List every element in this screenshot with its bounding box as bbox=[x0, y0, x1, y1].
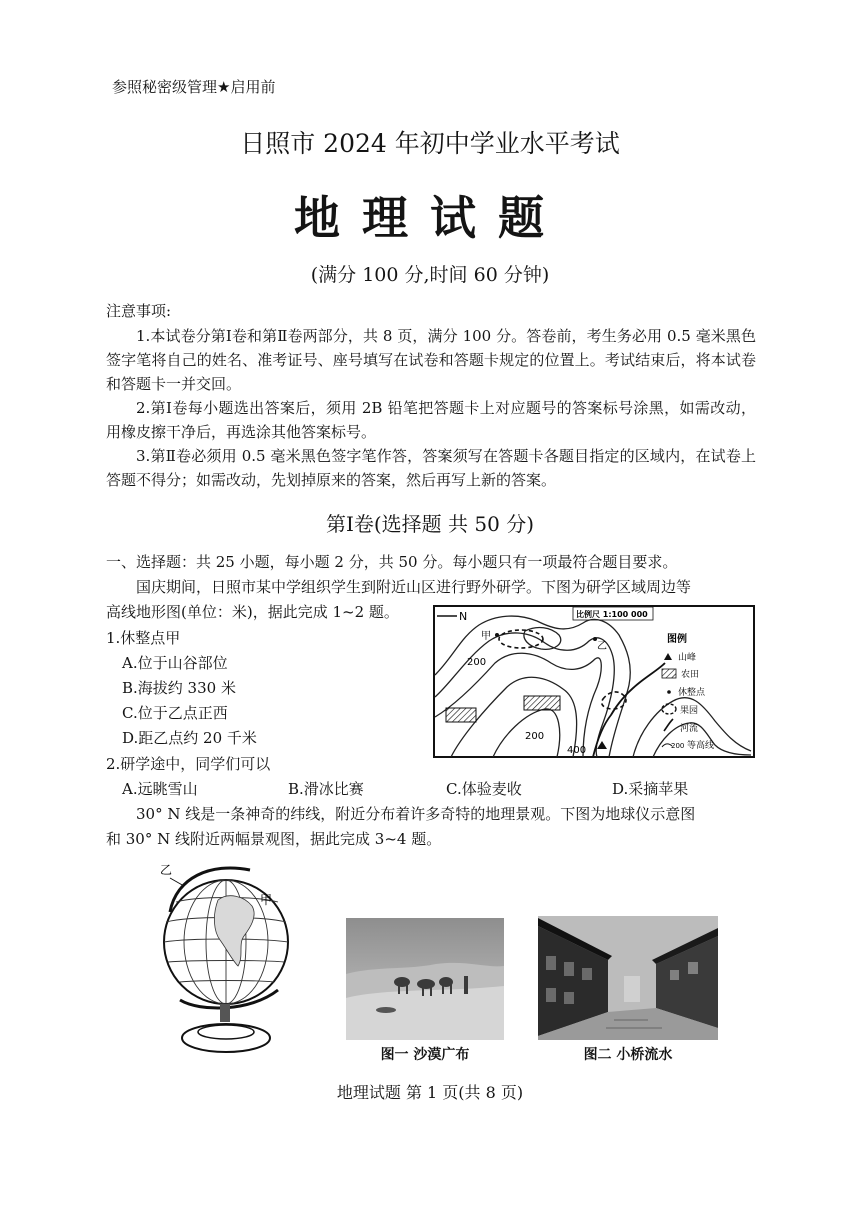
legend-rest-point: 休整点 bbox=[678, 688, 706, 698]
intro-2-line-1: 30° N 线是一条神奇的纬线，附近分布着许多奇特的地理景观。下图为地球仪示意图 bbox=[136, 805, 696, 823]
legend-rest-point-icon bbox=[667, 690, 671, 694]
intro-2-line-2: 和 30° N 线附近两幅景观图，据此完成 3~4 题。 bbox=[106, 830, 442, 848]
notice-item-2: 2.第Ⅰ卷每小题选出答案后，须用 2B 铅笔把答题卡上对应题号的答案标号涂黑，如需改动，用橡皮擦干净后，再选涂其他答案标号。 bbox=[106, 399, 756, 441]
figure-1-caption: 图一 沙漠广布 bbox=[380, 1047, 470, 1063]
legend-contour: 等高线 bbox=[687, 741, 715, 751]
score-time-info: (满分 100 分,时间 60 分钟) bbox=[310, 264, 550, 286]
figure-2-caption: 图二 小桥流水 bbox=[583, 1047, 673, 1063]
contour-label-200-b: 200 bbox=[525, 731, 545, 742]
legend-farmland: 农田 bbox=[681, 670, 700, 680]
section-instruction: 一、选择题：共 25 小题，每小题 2 分，共 50 分。每小题只有一项最符合题目要求。 bbox=[106, 553, 678, 571]
section-title: 第Ⅰ卷(选择题 共 50 分) bbox=[325, 512, 535, 536]
rest-point-jia bbox=[495, 633, 499, 637]
legend-title: 图例 bbox=[667, 634, 687, 645]
q1-option-d[interactable]: D.距乙点约 20 千米 bbox=[122, 729, 257, 747]
q2-option-b[interactable]: B.滑冰比赛 bbox=[288, 780, 364, 798]
globe-label-yi: 乙 bbox=[160, 863, 173, 877]
farmland-plot-1 bbox=[446, 708, 476, 722]
farmland-plot-2 bbox=[524, 696, 560, 710]
globe-figure bbox=[140, 852, 300, 1062]
legend-peak: 山峰 bbox=[678, 653, 697, 663]
legend-river: 河流 bbox=[680, 724, 699, 734]
contour-label-200-a: 200 bbox=[467, 657, 487, 668]
contour-map bbox=[433, 605, 755, 758]
q1-option-b[interactable]: B.海拔约 330 米 bbox=[122, 679, 236, 697]
q2-option-c[interactable]: C.体验麦收 bbox=[446, 780, 522, 798]
point-label-yi: 乙 bbox=[597, 641, 607, 652]
subject-title: 地理试题 bbox=[294, 191, 566, 245]
notice-item-3: 3.第Ⅱ卷必须用 0.5 毫米黑色签字笔作答，答案须写在答题卡各题目指定的区域内，在试卷上答题不得分；如需改动，先划掉原来的答案，然后再写上新的答案。 bbox=[106, 447, 756, 489]
page-footer: 地理试题 第 1 页(共 8 页) bbox=[336, 1083, 524, 1102]
point-label-jia: 甲 bbox=[481, 631, 491, 642]
figure-1 bbox=[346, 918, 504, 1040]
legend-contour-value: 200 bbox=[671, 742, 685, 750]
legend-orchard: 果园 bbox=[680, 706, 699, 716]
intro-1-line-2: 高线地形图(单位：米)，据此完成 1~2 题。 bbox=[106, 603, 399, 621]
q1-option-a[interactable]: A.位于山谷部位 bbox=[122, 654, 228, 672]
notice-heading: 注意事项: bbox=[106, 302, 172, 320]
globe-label-jia: 甲 bbox=[260, 893, 273, 907]
map-scale: 比例尺 1:100 000 bbox=[576, 610, 648, 619]
intro-1-line-1: 国庆期间，日照市某中学组织学生到附近山区进行野外研学。下图为研学区域周边等 bbox=[136, 578, 692, 596]
secret-level-label: 参照秘密级管理★启用前 bbox=[112, 78, 276, 96]
q1-option-c[interactable]: C.位于乙点正西 bbox=[122, 704, 228, 722]
q2-option-a[interactable]: A.远眺雪山 bbox=[122, 780, 198, 798]
exam-title: 日照市 2024 年初中学业水平考试 bbox=[240, 129, 620, 158]
question-1-stem: 1.休整点甲 bbox=[106, 629, 181, 647]
desert-photo bbox=[346, 918, 504, 1040]
notice-item-1: 1.本试卷分第Ⅰ卷和第Ⅱ卷两部分，共 8 页，满分 100 分。答卷前，考生务必用 0.5 毫米黑色签字笔将自己的姓名、准考证号、座号填写在试卷和答题卡规定的位置上。考试结束后，将本试卷和答题卡一并交回。 bbox=[106, 327, 756, 393]
q2-option-d[interactable]: D.采摘苹果 bbox=[612, 780, 689, 798]
contour-label-400: 400 bbox=[567, 745, 587, 756]
water-town-photo bbox=[538, 916, 718, 1040]
question-2-stem: 2.研学途中，同学们可以 bbox=[106, 755, 271, 773]
figure-2 bbox=[538, 916, 718, 1040]
north-label: N bbox=[459, 610, 468, 623]
legend-farmland-icon bbox=[662, 669, 676, 678]
